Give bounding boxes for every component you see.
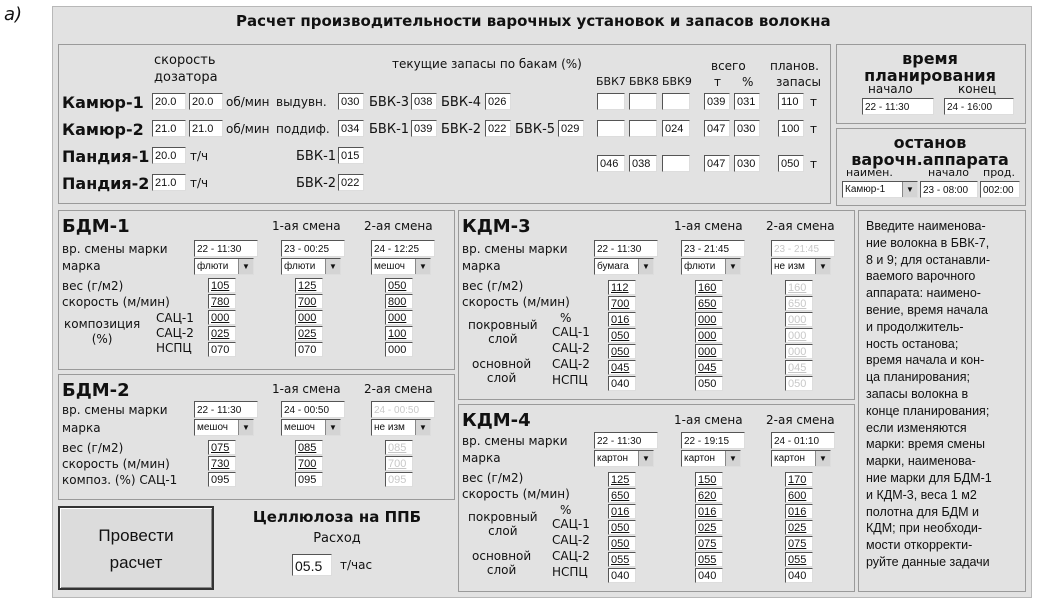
kamyr1-tank2-label: БВК-4 <box>441 95 482 110</box>
bdm1-speed-label: скорость (м/мин) <box>62 295 170 309</box>
bdm1-col3-sac2[interactable]: 100 <box>385 326 413 341</box>
cellulose-title: Целлюлоза на ППБ <box>252 508 422 526</box>
bdm1-col1-sac1[interactable]: 000 <box>208 310 236 325</box>
kdm4-col3-mark-select[interactable] <box>771 450 831 467</box>
run-calculation-button[interactable]: Провести расчет <box>58 506 214 590</box>
kdm4-mark-label: марка <box>462 451 501 465</box>
kdm3-speed-label: скорость (м/мин) <box>462 295 570 309</box>
kamyr2-plan-unit: т <box>810 122 817 136</box>
bdm1-shift1: 1-ая смена <box>272 219 341 233</box>
kamyr1-tank1-value[interactable]: 038 <box>411 93 437 110</box>
total-label: всего <box>711 59 746 73</box>
kamyr2-unit: об/мин <box>226 122 270 136</box>
pandia-total-t[interactable]: 047 <box>704 155 730 172</box>
kdm3-col3-mark-select[interactable] <box>771 258 831 275</box>
kamyr1-label: Камюр-1 <box>62 93 144 112</box>
kdm3-col1-c2[interactable]: 050 <box>608 344 636 359</box>
bdm1-col2-weight[interactable]: 125 <box>295 278 323 293</box>
bdm2-col1-weight[interactable]: 075 <box>208 440 236 455</box>
bdm1-col2-time[interactable]: 23 - 00:25 <box>281 240 345 257</box>
bdm1-col3-mark-select-value: мешоч <box>374 261 406 272</box>
bdm1-col1-mark-select-value: флюти <box>197 261 229 272</box>
bdm1-shift2: 2-ая смена <box>364 219 433 233</box>
kdm3-col3-c1[interactable]: 000 <box>785 328 813 343</box>
bdm1-col1-mark-select[interactable] <box>194 258 254 275</box>
bdm1-col2-speed[interactable]: 700 <box>295 294 323 309</box>
kdm4-col1-speed[interactable]: 650 <box>608 488 636 503</box>
kamyr2-mode-value[interactable]: 034 <box>338 120 364 137</box>
kdm4-col2-b2[interactable]: 055 <box>695 552 723 567</box>
kamyr1-tank1-label: БВК-3 <box>369 95 410 110</box>
chevron-down-icon: ▼ <box>415 420 430 435</box>
pandia1-tank-value[interactable]: 015 <box>338 147 364 164</box>
planning-start-label: начало <box>868 82 913 96</box>
kdm4-col2-pct[interactable]: 016 <box>695 504 723 519</box>
bdm2-col1-speed[interactable]: 730 <box>208 456 236 471</box>
bdm1-mark-label: марка <box>62 259 101 273</box>
bdm1-col3-mark-select[interactable] <box>371 258 431 275</box>
stop-start-label: начало <box>928 166 969 179</box>
bdm2-col2-mark-select[interactable] <box>281 419 341 436</box>
bvk9-label: БВК9 <box>662 75 692 88</box>
kdm3-pct-label: % <box>560 311 572 325</box>
bdm1-col1-sac2[interactable]: 025 <box>208 326 236 341</box>
kdm4-col3-c1[interactable]: 025 <box>785 520 813 535</box>
kamyr2-bvk7[interactable] <box>597 120 625 137</box>
plan-label: планов. <box>770 59 819 73</box>
kdm3-col1-weight[interactable]: 112 <box>608 280 636 295</box>
bdm1-col3-weight[interactable]: 050 <box>385 278 413 293</box>
chevron-down-icon: ▼ <box>238 259 253 274</box>
kdm4-col1-mark-select-value: картон <box>597 453 629 464</box>
pandia2-tank-label: БВК-2 <box>296 176 337 191</box>
chevron-down-icon: ▼ <box>725 451 740 466</box>
kdm4-sac2b-label: САЦ-2 <box>552 549 590 563</box>
total-pct-label: % <box>742 75 754 89</box>
kdm4-col1-weight[interactable]: 125 <box>608 472 636 487</box>
bdm1-weight-label: вес (г/м2) <box>62 279 124 293</box>
bdm2-col2-time[interactable]: 24 - 00:50 <box>281 401 345 418</box>
kdm3-col3-weight[interactable]: 160 <box>785 280 813 295</box>
dosing-speed-label: скорость дозатора <box>154 53 218 85</box>
kdm3-col2-time[interactable]: 23 - 21:45 <box>681 240 745 257</box>
kamyr1-total-pct[interactable]: 031 <box>734 93 760 110</box>
pandia-plan-unit: т <box>810 157 817 171</box>
bdm2-col1-time[interactable]: 22 - 11:30 <box>194 401 258 418</box>
kdm4-col2-weight[interactable]: 150 <box>695 472 723 487</box>
kamyr1-unit: об/мин <box>226 95 270 109</box>
total-t-label: т <box>714 75 721 89</box>
pandia-bvk7[interactable]: 046 <box>597 155 625 172</box>
stocks-label: текущие запасы по бакам (%) <box>392 57 582 71</box>
kamyr1-speed-1[interactable]: 20.0 <box>152 93 186 110</box>
figure-label: а) <box>4 4 23 25</box>
kdm4-col3-b2[interactable]: 055 <box>785 552 813 567</box>
kdm3-cover-label: покровный слой <box>468 318 538 346</box>
kamyr2-tank3-label: БВК-5 <box>515 122 556 137</box>
bdm1-col1-weight[interactable]: 105 <box>208 278 236 293</box>
pandia1-tank-label: БВК-1 <box>296 149 337 164</box>
pandia1-label: Пандия-1 <box>62 147 150 166</box>
kamyr1-bvk9[interactable] <box>662 93 690 110</box>
bdm1-col1-time[interactable]: 22 - 11:30 <box>194 240 258 257</box>
kamyr1-mode: выдувн. <box>276 95 327 109</box>
kdm4-base-label: основной слой <box>472 549 532 577</box>
bdm1-nspc-label: НСПЦ <box>156 341 192 355</box>
kdm3-shift2: 2-ая смена <box>766 219 835 233</box>
kdm4-col3-speed[interactable]: 600 <box>785 488 813 503</box>
bdm2-col1-mark-select[interactable] <box>194 419 254 436</box>
pandia1-unit: т/ч <box>190 149 209 163</box>
kdm4-col1-b2[interactable]: 055 <box>608 552 636 567</box>
bdm2-composition-label: композ. (%) САЦ-1 <box>62 473 178 487</box>
bdm1-sac2-label: САЦ-2 <box>156 326 194 340</box>
kdm4-col2-mark-select-value: картон <box>684 453 716 464</box>
kdm3-base-label: основной слой <box>472 357 532 385</box>
kamyr2-plan[interactable]: 100 <box>778 120 804 137</box>
kdm3-col2-mark-select[interactable] <box>681 258 741 275</box>
bvk8-label: БВК8 <box>629 75 659 88</box>
bdm2-col3-mark-select-value: не изм <box>374 422 405 433</box>
bdm1-sac1-label: САЦ-1 <box>156 311 194 325</box>
bdm1-col2-mark-select-value: флюти <box>284 261 316 272</box>
chevron-down-icon: ▼ <box>725 259 740 274</box>
kdm4-col3-time[interactable]: 24 - 01:10 <box>771 432 835 449</box>
bdm2-time-label: вр. смены марки <box>62 403 168 417</box>
kdm3-col3-b3[interactable]: 050 <box>785 376 813 391</box>
kdm3-col2-speed[interactable]: 650 <box>695 296 723 311</box>
kamyr2-total-t[interactable]: 047 <box>704 120 730 137</box>
kdm4-col2-c2[interactable]: 075 <box>695 536 723 551</box>
page-title: Расчет производительности варочных установок и запасов волокна <box>236 12 831 30</box>
kamyr2-tank2-value[interactable]: 022 <box>485 120 511 137</box>
kdm4-col3-c2[interactable]: 075 <box>785 536 813 551</box>
planning-start-input[interactable]: 22 - 11:30 <box>862 98 934 115</box>
bdm1-composition-label: композиция (%) <box>64 317 141 346</box>
kdm3-col2-b3[interactable]: 050 <box>695 376 723 391</box>
kdm3-title: КДМ-3 <box>462 216 531 237</box>
kdm4-time-label: вр. смены марки <box>462 434 568 448</box>
kamyr1-speed-2[interactable]: 20.0 <box>189 93 223 110</box>
kdm3-nspc-label: НСПЦ <box>552 373 588 387</box>
kamyr1-tank2-value[interactable]: 026 <box>485 93 511 110</box>
kdm4-sac1-label: САЦ-1 <box>552 517 590 531</box>
kamyr2-tank1-label: БВК-1 <box>369 122 410 137</box>
bdm1-time-label: вр. смены марки <box>62 242 168 256</box>
kdm4-speed-label: скорость (м/мин) <box>462 487 570 501</box>
kdm4-col1-time[interactable]: 22 - 11:30 <box>594 432 658 449</box>
kdm4-col2-mark-select[interactable] <box>681 450 741 467</box>
kdm3-sac2-label: САЦ-2 <box>552 341 590 355</box>
kdm3-col3-speed[interactable]: 650 <box>785 296 813 311</box>
pandia-bvk9[interactable] <box>662 155 690 172</box>
kdm4-col1-c2[interactable]: 050 <box>608 536 636 551</box>
kdm4-title: КДМ-4 <box>462 410 531 431</box>
bdm1-col2-sac1[interactable]: 000 <box>295 310 323 325</box>
kdm3-col1-mark-select-value: бумага <box>597 261 629 272</box>
bdm2-col1-mark-select-value: мешоч <box>197 422 229 433</box>
pandia2-speed[interactable]: 21.0 <box>152 174 186 191</box>
bdm1-col3-speed[interactable]: 800 <box>385 294 413 309</box>
kdm4-col2-b3[interactable]: 040 <box>695 568 723 583</box>
cellulose-unit: т/час <box>340 558 373 572</box>
kdm3-col3-c2[interactable]: 000 <box>785 344 813 359</box>
kamyr1-mode-value[interactable]: 030 <box>338 93 364 110</box>
planning-end-input[interactable]: 24 - 16:00 <box>944 98 1014 115</box>
kdm4-col1-b3[interactable]: 040 <box>608 568 636 583</box>
bdm2-col2-mark-select-value: мешоч <box>284 422 316 433</box>
kamyr1-bvk7[interactable] <box>597 93 625 110</box>
kdm3-col2-weight[interactable]: 160 <box>695 280 723 295</box>
kdm4-cover-label: покровный слой <box>468 510 538 538</box>
kdm4-col2-time[interactable]: 22 - 19:15 <box>681 432 745 449</box>
kamyr1-total-t[interactable]: 039 <box>704 93 730 110</box>
kdm3-col2-mark-select-value: флюти <box>684 261 716 272</box>
bdm1-col1-speed[interactable]: 780 <box>208 294 236 309</box>
kdm3-col3-pct[interactable]: 000 <box>785 312 813 327</box>
kdm3-col1-time[interactable]: 22 - 11:30 <box>594 240 658 257</box>
pandia2-label: Пандия-2 <box>62 174 150 193</box>
pandia-plan[interactable]: 050 <box>778 155 804 172</box>
stop-apparatus-value: Камюр-1 <box>845 184 886 195</box>
stop-duration-input[interactable]: 002:00 <box>980 181 1020 198</box>
bdm1-col3-sac1[interactable]: 000 <box>385 310 413 325</box>
kdm3-col3-time[interactable]: 23 - 21:45 <box>771 240 835 257</box>
bdm2-col2-weight[interactable]: 085 <box>295 440 323 455</box>
bdm2-shift1: 1-ая смена <box>272 382 341 396</box>
bdm2-col2-speed[interactable]: 700 <box>295 456 323 471</box>
kamyr1-plan[interactable]: 110 <box>778 93 804 110</box>
pandia1-speed[interactable]: 20.0 <box>152 147 186 164</box>
kdm4-col3-weight[interactable]: 170 <box>785 472 813 487</box>
kdm3-time-label: вр. смены марки <box>462 242 568 256</box>
kdm4-shift1: 1-ая смена <box>674 413 743 427</box>
bdm2-col3-time[interactable]: 24 - 00:50 <box>371 401 435 418</box>
chevron-down-icon: ▼ <box>638 451 653 466</box>
kdm4-col3-b3[interactable]: 040 <box>785 568 813 583</box>
kamyr2-total-pct[interactable]: 030 <box>734 120 760 137</box>
stop-title: останов варочн.аппарата <box>851 133 1009 169</box>
kdm3-col1-speed[interactable]: 700 <box>608 296 636 311</box>
kamyr2-bvk8[interactable] <box>629 120 657 137</box>
stop-name-label: наимен. <box>846 166 893 179</box>
bdm2-mark-label: марка <box>62 421 101 435</box>
stop-start-input[interactable]: 23 - 08:00 <box>920 181 978 198</box>
kamyr2-tank2-label: БВК-2 <box>441 122 482 137</box>
chevron-down-icon: ▼ <box>815 259 830 274</box>
planning-title: время планирования <box>864 49 996 85</box>
pandia-bvk8[interactable]: 038 <box>629 155 657 172</box>
bdm2-col3-mark-select[interactable] <box>371 419 431 436</box>
kdm4-col1-pct[interactable]: 016 <box>608 504 636 519</box>
cellulose-flow-label: Расход <box>313 531 361 546</box>
bdm1-col2-sac2[interactable]: 025 <box>295 326 323 341</box>
chevron-down-icon: ▼ <box>325 259 340 274</box>
kdm3-col2-c2[interactable]: 000 <box>695 344 723 359</box>
kdm4-pct-label: % <box>560 503 572 517</box>
kdm4-col3-pct[interactable]: 016 <box>785 504 813 519</box>
chevron-down-icon: ▼ <box>638 259 653 274</box>
bdm1-col1-nspc[interactable]: 070 <box>208 342 236 357</box>
stop-duration-label: прод. <box>983 166 1016 179</box>
bdm1-col3-nspc[interactable]: 000 <box>385 342 413 357</box>
chevron-down-icon: ▼ <box>325 420 340 435</box>
kdm4-col2-speed[interactable]: 620 <box>695 488 723 503</box>
kdm4-nspc-label: НСПЦ <box>552 565 588 579</box>
pandia2-tank-value[interactable]: 022 <box>338 174 364 191</box>
kamyr2-speed-2[interactable]: 21.0 <box>189 120 223 137</box>
kdm3-col1-b2[interactable]: 045 <box>608 360 636 375</box>
chevron-down-icon: ▼ <box>415 259 430 274</box>
kamyr2-mode: поддиф. <box>276 122 330 136</box>
kdm3-col2-b2[interactable]: 045 <box>695 360 723 375</box>
kdm3-sac2b-label: САЦ-2 <box>552 357 590 371</box>
bdm2-col2-sac1[interactable]: 095 <box>295 472 323 487</box>
kdm4-col1-c1[interactable]: 050 <box>608 520 636 535</box>
kamyr2-speed-1[interactable]: 21.0 <box>152 120 186 137</box>
chevron-down-icon: ▼ <box>815 451 830 466</box>
kamyr1-bvk8[interactable] <box>629 93 657 110</box>
kdm3-mark-label: марка <box>462 259 501 273</box>
bdm2-col1-sac1[interactable]: 095 <box>208 472 236 487</box>
help-text: Введите наименова- ние волокна в БВК-7, 8 и 9; для останавли- ваемого варочного аппарата: наимено- вение, время начала и продолжитель- ность останова; время начала и кон- ца планирования; запасы волокна в конце планирования; если изменяются марки: время смены марки, наименова- ние марки для БДМ-1 и КДМ-3, веса 1 м2 полотна для БДМ и КДМ; при необходи- мости откорректи- руйте данные задачи <box>866 219 992 569</box>
kdm3-col1-pct[interactable]: 016 <box>608 312 636 327</box>
stop-apparatus-select[interactable] <box>842 181 918 198</box>
kdm3-col2-pct[interactable]: 000 <box>695 312 723 327</box>
bdm2-speed-label: скорость (м/мин) <box>62 457 170 471</box>
cellulose-flow-input[interactable]: 05.5 <box>292 554 332 576</box>
pandia2-unit: т/ч <box>190 176 209 190</box>
kdm3-col1-mark-select[interactable] <box>594 258 654 275</box>
kdm3-sac1-label: САЦ-1 <box>552 325 590 339</box>
kamyr2-tank1-value[interactable]: 039 <box>411 120 437 137</box>
kamyr2-bvk9[interactable]: 024 <box>662 120 690 137</box>
kdm3-col3-mark-select-value: не изм <box>774 261 805 272</box>
kdm3-col1-b3[interactable]: 040 <box>608 376 636 391</box>
chevron-down-icon: ▼ <box>902 182 917 197</box>
bdm1-title: БДМ-1 <box>62 216 130 237</box>
planning-end-label: конец <box>958 82 996 96</box>
kdm4-col3-mark-select-value: картон <box>774 453 806 464</box>
bdm1-col3-time[interactable]: 24 - 12:25 <box>371 240 435 257</box>
bdm2-shift2: 2-ая смена <box>364 382 433 396</box>
kamyr2-label: Камюр-2 <box>62 120 144 139</box>
kamyr1-plan-unit: т <box>810 95 817 109</box>
bdm2-col3-sac1[interactable]: 095 <box>385 472 413 487</box>
kdm4-weight-label: вес (г/м2) <box>462 471 524 485</box>
kdm4-sac2-label: САЦ-2 <box>552 533 590 547</box>
bdm1-col2-mark-select[interactable] <box>281 258 341 275</box>
chevron-down-icon: ▼ <box>238 420 253 435</box>
kdm3-weight-label: вес (г/м2) <box>462 279 524 293</box>
kamyr2-tank3-value[interactable]: 029 <box>558 120 584 137</box>
kdm3-shift1: 1-ая смена <box>674 219 743 233</box>
kdm3-col2-c1[interactable]: 000 <box>695 328 723 343</box>
kdm4-col1-mark-select[interactable] <box>594 450 654 467</box>
kdm3-col1-c1[interactable]: 050 <box>608 328 636 343</box>
kdm4-col2-c1[interactable]: 025 <box>695 520 723 535</box>
kdm4-shift2: 2-ая смена <box>766 413 835 427</box>
bdm2-col3-speed[interactable]: 700 <box>385 456 413 471</box>
bdm2-col3-weight[interactable]: 085 <box>385 440 413 455</box>
plan-label-2: запасы <box>776 75 822 89</box>
bdm2-title: БДМ-2 <box>62 380 130 401</box>
kdm3-col3-b2[interactable]: 045 <box>785 360 813 375</box>
bdm2-weight-label: вес (г/м2) <box>62 441 124 455</box>
bvk7-label: БВК7 <box>596 75 626 88</box>
bdm1-col2-nspc[interactable]: 070 <box>295 342 323 357</box>
pandia-total-pct[interactable]: 030 <box>734 155 760 172</box>
